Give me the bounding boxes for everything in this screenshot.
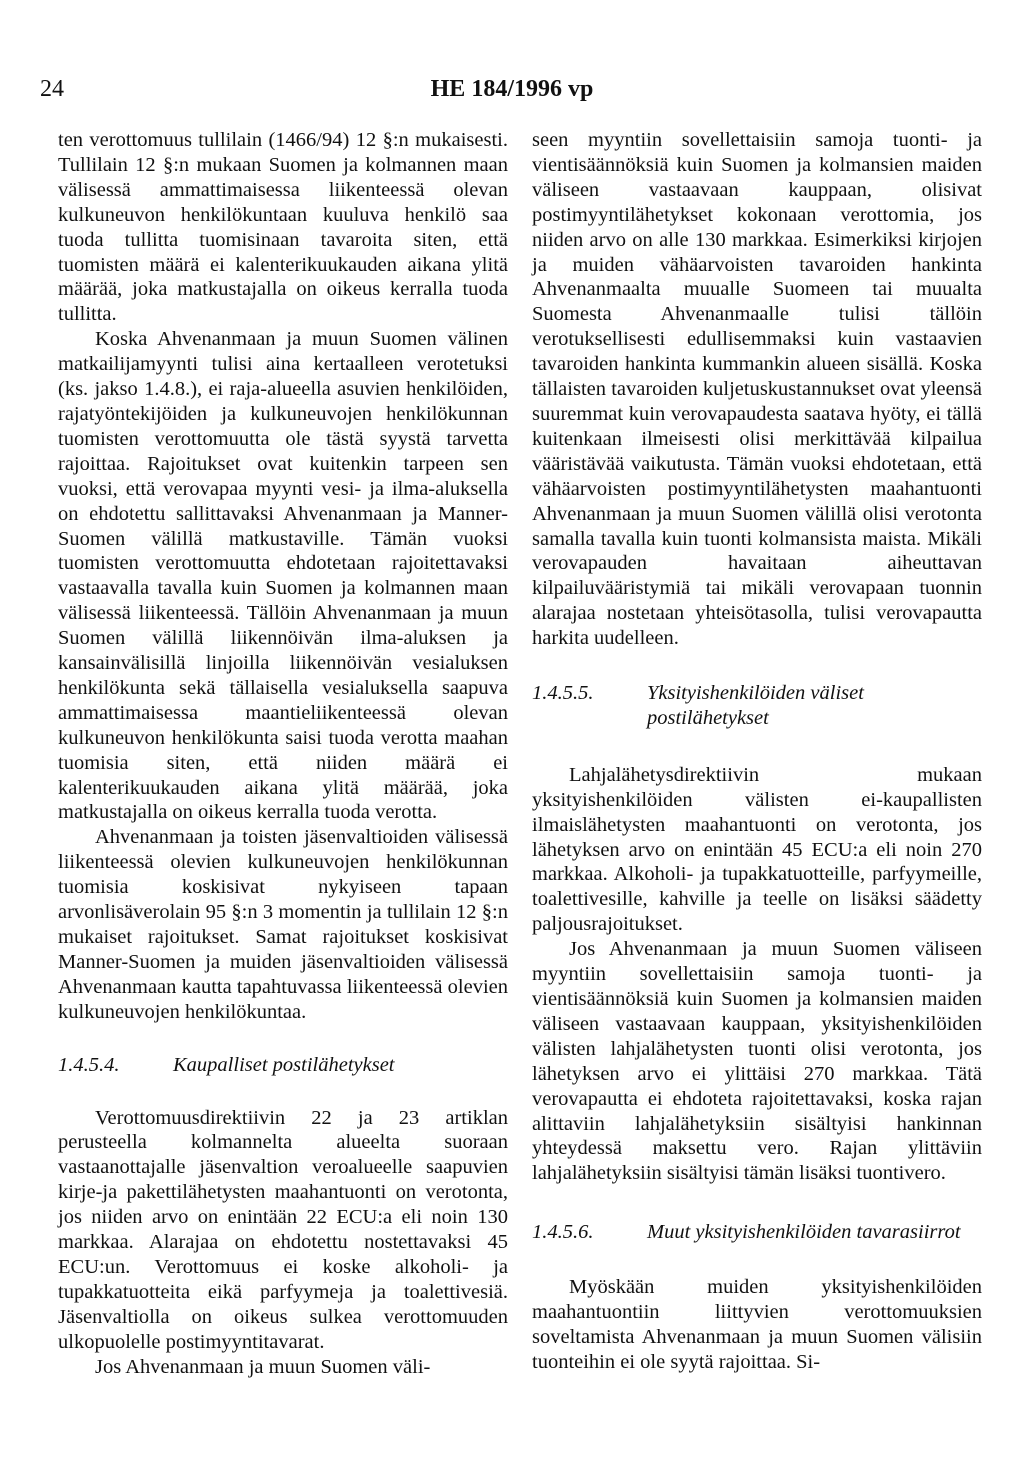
paragraph: Ahvenanmaan ja toisten jäsenvaltioiden välisessä liikenteessä olevien kulkuneuvojen henkilökunnan tuomisia koskisivat nykyiseen tapaan arvonlisäverolain 95 §:n 3 momentin ja tullilain 12 §:n mukaiset rajoitukset. Samat rajoitukset koskisivat Manner-Suomen ja muiden jäsenvaltioiden välisessä Ahvenanmaan kautta tapahtuvassa liikenteessä olevien kulkuneuvojen henkilökuntaa.: [58, 826, 508, 1023]
paragraph: Jos Ahvenanmaan ja muun Suomen väliseen myyntiin sovellettaisiin samoja tuonti- ja vientisäännöksiä kuin Suomen ja kolmansien maiden väliseen vastaavaan kauppaan, yksityishenkilöiden välisten lahjalähetysten tuonti olisi verotonta, jos lähetyksen arvo ei ylittäisi 270 markkaa. Tätä verovapautta ei ehdoteta rajoitettavaksi, koska rajan alittaviin lahjalähetyksiin sisältyisi hankinnan yhteydessä maksettu vero. Rajan ylittäviin lahjalähetyksiin sisältyisi tämän lisäksi tuontivero.: [532, 938, 982, 1185]
section-number: 1.4.5.5.: [532, 682, 594, 705]
running-head: HE 184/1996 vp: [430, 76, 594, 102]
section-heading: [532, 681, 982, 731]
section-heading: [58, 1053, 508, 1078]
section-title: Yksityishenkilöiden väliset postilähetykset: [647, 682, 864, 729]
paragraph: Verottomuusdirektiivin 22 ja 23 artiklan perusteella kolmannelta alueelta suoraan vastaanottajalle jäsenvaltion veroalueelle saapuvien kirje-ja pakettilähetysten maahantuonti on verotonta, jos niiden arvo on enintään 22 ECU:a eli noin 130 markkaa. Alarajaa on ehdotettu nostettavaksi 45 ECU:un. Verottomuus ei koske alkoholi- ja tupakkatuotteita eikä parfyymeja ja toalettivesiä. Jäsenvaltiolla on oikeus sulkea verottomuuden ulkopuolelle postimyyntitavarat.: [58, 1106, 508, 1353]
section-number: 1.4.5.4.: [58, 1053, 120, 1076]
section-number: 1.4.5.6.: [532, 1221, 594, 1244]
section-title: Muut yksityishenkilöiden tavarasiirrot: [647, 1221, 961, 1244]
right-column: [532, 128, 982, 1375]
paragraph: Lahjalähetysdirektiivin mukaan yksityishenkilöiden välisten ei-kaupallisten ilmaislähetysten maahantuonti on verotonta, jos lähetyksen arvo on enintään 45 ECU:a eli noin 270 markkaa. Alkoholi- ja tupakkatuotteille, parfyymeille, toalettivesille, kahville ja teelle on lisäksi säädetty paljousrajoitukset.: [532, 763, 982, 936]
page-number: 24: [40, 76, 64, 102]
paragraph: ten verottomuus tullilain (1466/94) 12 §:n mukaisesti. Tullilain 12 §:n mukaan Suomen ja kolmannen maan välisessä ammattimaisessa liikenteessä olevan kulkuneuvon henkilökuntaan kuuluva henkilö saa tuoda tullitta tuomisinaan tavaroita siten, että tuomisten määrä ei kalenterikuukauden aikana ylitä määrää, joka matkustajalla on oikeus kerralla tuoda tullitta.: [58, 129, 508, 326]
section-heading: [532, 1220, 982, 1245]
section-title: Kaupalliset postilähetykset: [173, 1053, 395, 1076]
left-column: [58, 128, 508, 1380]
paragraph: Koska Ahvenanmaan ja muun Suomen välinen matkailijamyynti tulisi aina kertaalleen verotetuksi (ks. jakso 1.4.8.), ei raja-alueella asuvien henkilöiden, rajatyöntekijöiden ja kulkuneuvojen henkilökunnan tuomisten verottomuutta ole tästä syystä tarvetta rajoittaa. Rajoitukset ovat kuitenkin tarpeen sen vuoksi, että verovapaa myynti vesi- ja ilma-aluksella on ehdotettu sallittavaksi Ahvenanmaan ja Manner-Suomen välillä matkustaville. Tämän vuoksi tuomisten verottomuutta ehdotetaan rajoitettavaksi vastaavalla tavalla kuin Suomen ja kolmannen maan välisessä liikenteessä. Tällöin Ahvenanmaan ja muun Suomen välillä liikennöivän ilma-aluksen ja kansainvälisillä linjoilla liikennöivän vesialuksen henkilökunta sekä tällaisella vesialuksella saapuva ammattimaisessa maantieliikenteessä olevan kulkuneuvon henkilökunta saisi tuoda verotta maahan tuomisia siten, että niiden määrä ei kalenterikuukauden aikana ylitä määrää, joka matkustajalla on oikeus kerralla tuoda verotta.: [58, 328, 508, 824]
paragraph: seen myyntiin sovellettaisiin samoja tuonti- ja vientisäännöksiä kuin Suomen ja kolmansien maiden väliseen vastaavaan kauppaan, olisivat postimyyntilähetykset kokonaan verottomia, jos niiden arvo on alle 130 markkaa. Esimerkiksi kirjojen ja muiden vähäarvoisten tavaroiden hankinta Ahvenanmaalta muualle Suomeen tai muualta Suomesta Ahvenanmaalle tulisi tällöin verotuksellisesti edullisemmaksi kuin vastaavien tavaroiden hankinta kummankin alueen sisällä. Koska tällaisten tavaroiden kuljetuskustannukset ovat yleensä suuremmat kuin verovapaudesta saatava hyöty, ei tällä kuitenkaan ilmeisesti olisi merkittävää kilpailua vääristävää vaikutusta. Tämän vuoksi ehdotetaan, että vähäarvoisten postimyyntilähetysten maahantuonti Ahvenanmaan ja muun Suomen välillä olisi verotonta samalla tavalla kuin tuonti kolmansista maista. Mikäli verovapauden havaitaan aiheuttavan kilpailuvääristymiä tai mikäli verovapaan tuonnin alarajaa nostetaan yhteisötasolla, tulisi verovapautta harkita uudelleen.: [532, 129, 982, 650]
paragraph: Jos Ahvenanmaan ja muun Suomen väli-: [95, 1355, 431, 1378]
paragraph: Myöskään muiden yksityishenkilöiden maahantuontiin liittyvien verottomuuksien soveltamista Ahvenanmaan ja muun Suomen välisiin tuonteihin ei ole syytä rajoittaa. Si-: [532, 1276, 982, 1373]
